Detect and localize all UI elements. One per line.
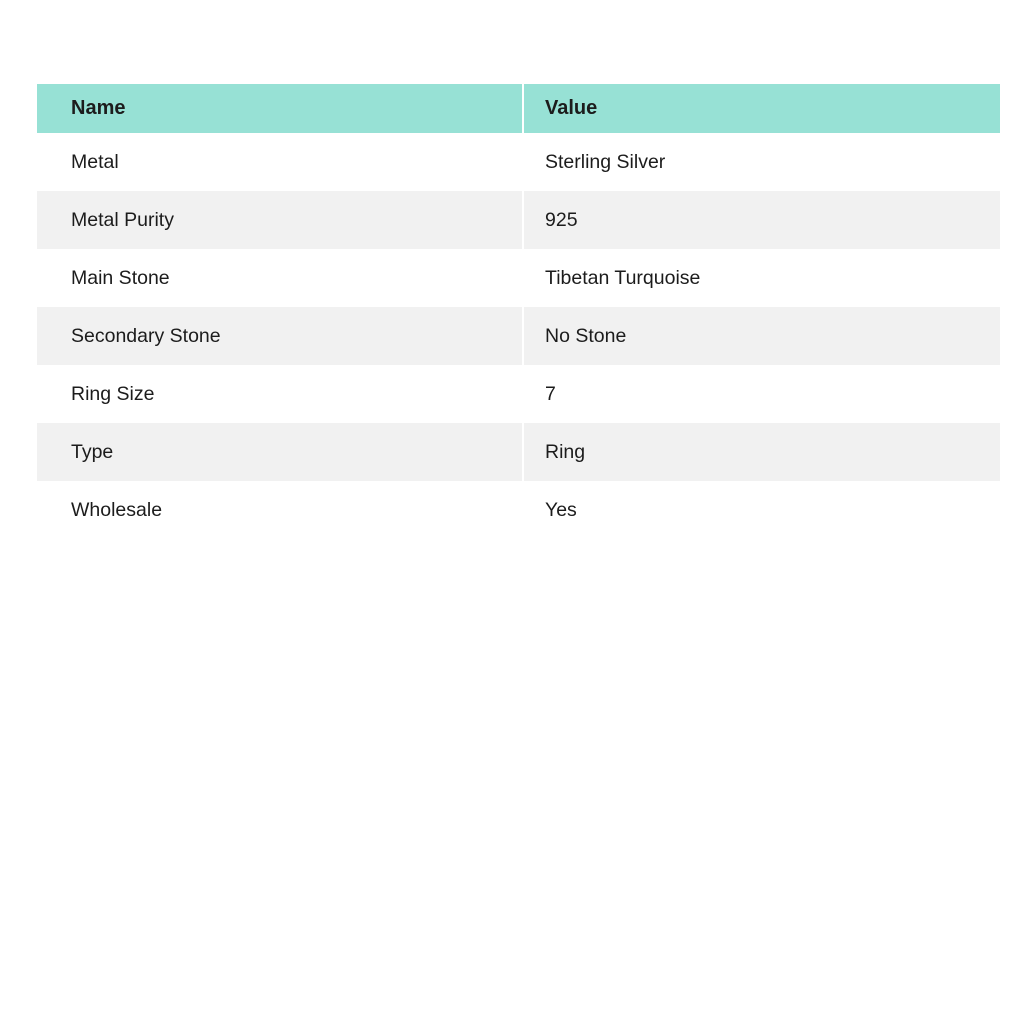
row-value-cell: Sterling Silver [523, 133, 1000, 191]
table-row [37, 423, 1000, 481]
table-row [37, 249, 1000, 307]
row-name-cell: Secondary Stone [37, 307, 523, 365]
row-name-cell: Metal Purity [37, 191, 523, 249]
row-value-cell: No Stone [523, 307, 1000, 365]
header-cell-value: Value [523, 84, 1000, 133]
table-header [37, 84, 1000, 133]
header-row [37, 84, 1000, 133]
row-name-cell: Metal [37, 133, 523, 191]
header-cell-name: Name [37, 84, 523, 133]
table-row [37, 191, 1000, 249]
table-body [37, 133, 1000, 539]
row-name-cell: Wholesale [37, 481, 523, 539]
table-row [37, 133, 1000, 191]
row-name-cell: Type [37, 423, 523, 481]
table-row [37, 307, 1000, 365]
row-value-cell: Yes [523, 481, 1000, 539]
row-value-cell: 7 [523, 365, 1000, 423]
row-name-cell: Ring Size [37, 365, 523, 423]
row-value-cell: Tibetan Turquoise [523, 249, 1000, 307]
row-value-cell: 925 [523, 191, 1000, 249]
row-name-cell: Main Stone [37, 249, 523, 307]
product-spec-table [37, 84, 1000, 539]
table-row [37, 365, 1000, 423]
table-row [37, 481, 1000, 539]
row-value-cell: Ring [523, 423, 1000, 481]
